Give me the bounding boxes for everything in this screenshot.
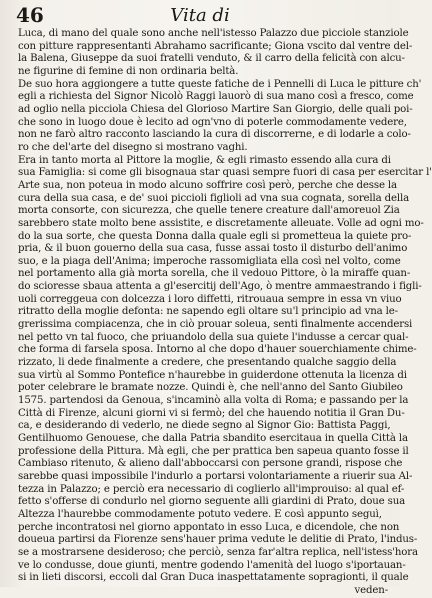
catchword: veden-: [354, 584, 388, 596]
text-line: si in lieti discorsi, eccoli dal Gran Duca inaspettatamente sopragionti, il quale: [18, 572, 409, 584]
text-line: De suo hora aggiongere a tutte queste fatiche de i Pennelli di Luca le pitture ch': [18, 78, 422, 90]
text-line: uoli correggeua con dolcezza i loro diffetti, ritrouaua sempre in essa vn viuo: [18, 293, 402, 305]
text-line: egli a richiesta del Signor Nicolò Raggi lauorò di sua mano così a fresco, come: [18, 91, 414, 103]
page-number: 46: [16, 3, 44, 27]
text-line: sua virtù al Sommo Pontefice n'haurebbe in guiderdone ottenuta la licenza di: [18, 369, 407, 381]
text-line: non ne farò altro racconto lasciando la cura di discorrerne, e di lodarle a colo-: [18, 129, 411, 141]
text-line: Altezza l'haurebbe commodamente potuto vedere. E così appunto seguì,: [18, 508, 382, 520]
text-line: nel portamento alla già morta sorella, che il vedouo Pittore, ò la miraffe quan-: [18, 268, 411, 280]
text-line: con pitture rappresentanti Abrahamo sacrificante; Giona vscito dal ventre del-: [18, 40, 413, 52]
text-line: Luca, di mano del quale sono anche nell'istesso Palazzo due picciole stanziole: [18, 28, 409, 39]
text-line: perche incontratosi nel giorno appontato in esso Luca, e dicendole, che non: [18, 521, 400, 533]
text-line: do la sua sorte, che questa Donna dalla quale egli si prometteua la quiete pro-: [18, 230, 412, 242]
text-line: tezza in Palazzo; e perciò era necessario di coglierlo all'improuiso: al qual ef-: [18, 483, 405, 495]
text-line: ad oglio nella picciola Chiesa del Glorioso Martire San Giorgio, delle quali poi-: [18, 103, 413, 115]
text-line: professione della Pittura. Mà egli, che per prattica ben sapeua quanto fosse il: [18, 445, 409, 457]
text-line: grerissima compiacenza, che in ciò prouar soleua, senti finalmente accendersi: [18, 319, 413, 331]
text-line: se a mostrarsene desideroso; che perciò, senza far'altra replica, nell'istess'hora: [18, 546, 418, 558]
body-text: [18, 28, 432, 598]
text-line: Era in tanto morta al Pittore la moglie, & egli rimasto essendo alla cura di: [18, 154, 391, 166]
text-line: Città di Firenze, alcuni giorni vi si fermò; del che hauendo notitia il Gran Du-: [18, 407, 405, 419]
running-title: Vita di: [170, 5, 230, 26]
text-line: do scioresse sbaua attenta a gl'esercitij dell'Ago, ò mentre ammaestrando i figli-: [18, 281, 422, 293]
text-line: suo, e la piaga dell'Anima; imperoche rassomigliata ella così nel volto, come: [18, 255, 401, 267]
text-line: ro che del'arte del disegno si mostrano vaghi.: [18, 141, 248, 153]
text-line: poter celebrare le bramate nozze. Quindi è, che nell'anno del Santo Giubileo: [18, 382, 403, 394]
text-line: morta consorte, con sicurezza, che quelle tenere creature dall'amoreuol Zia: [18, 205, 400, 217]
text-line: ne figurine di femine di non ordinaria beltà.: [18, 65, 239, 77]
text-line: sua Famiglia: si come gli bisognaua star quasi sempre fuori di casa per esercitar l': [18, 167, 432, 179]
text-line: ve lo condusse, doue giunti, mentre godendo l'amenità del luogo s'iportauan-: [18, 559, 406, 571]
text-line: pria, & il buon gouerno della sua casa, fusse assai tosto il disturbo dell'animo: [18, 243, 408, 255]
text-line: cura della sua casa, e de' suoi piccioli figlioli ad vna sua cognata, sorella della: [18, 192, 410, 204]
text-line: 1575. partendosi da Genoua, s'incaminò alla volta di Roma; e passando per la: [18, 395, 409, 407]
text-line: Gentilhuomo Genouese, che dalla Patria sbandito esercitaua in quella Città la: [18, 433, 408, 444]
text-line: ca, e desiderando di vederlo, ne diede segno al Signor Gio: Battista Paggi,: [18, 420, 391, 432]
text-line: doueua partirsi da Fiorenze sens'hauer prima vedute le delitie di Prato, l'indus-: [18, 534, 418, 546]
text-line: rizzato, li dede finalmente a credere, che presentando qualche saggio della: [18, 357, 397, 369]
text-line: la Balena, Giuseppe da suoi fratelli venduto, & il carro della felicità con alcu-: [18, 53, 405, 65]
text-line: fetto s'offerse di condurlo nel giorno seguente alli giardini di Prato, doue sua: [18, 496, 406, 508]
text-line: nel petto vn tal fuoco, che priuandolo della sua quiete l'indusse a cercar qual-: [18, 331, 409, 343]
text-line: Cambiaso ritenuto, & alieno dall'abboccarsi con persone grandi, rispose che: [18, 458, 403, 470]
text-line: sarebbe quasi impossibile l'indurlo a portarsi volontariamente a riuerir sua Al-: [18, 470, 413, 482]
text-line: che sono in luogo doue è lecito ad ogn'vno di poterle commodamente vedere,: [18, 116, 407, 128]
text-line: Arte sua, non poteua in modo alcuno soffrire così però, perche che desse la: [18, 179, 397, 191]
text-line: ritratto della moglie defonta: ne sapendo egli oltare su'l principio ad vna le-: [18, 306, 398, 318]
text-line: che forma di farsela sposa. Intorno al che dopo d'hauer souerchiamente chime-: [18, 344, 417, 356]
text-line: sarebbero state molto bene assistite, e discretamente alleuate. Volle ad ogni mo-: [18, 217, 424, 229]
